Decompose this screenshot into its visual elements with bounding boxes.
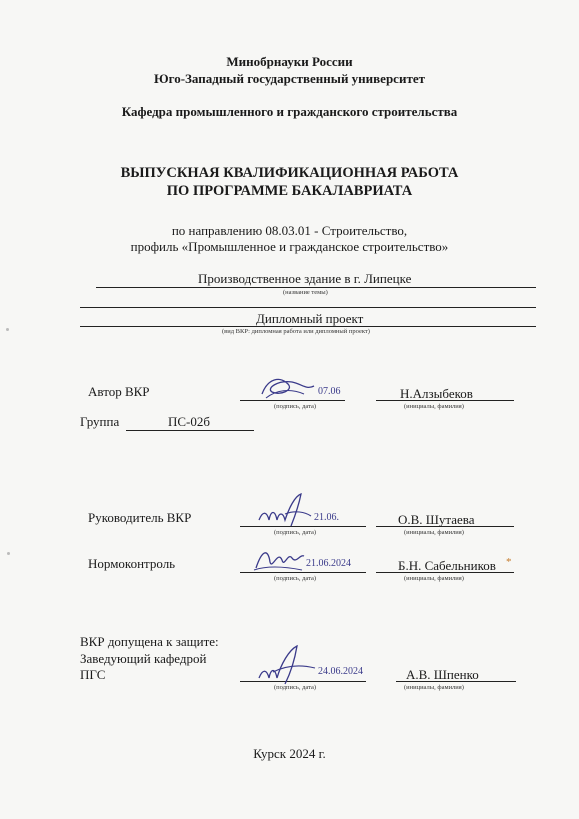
work-type-value: Дипломный проект [256,311,364,326]
work-type-caption: (вид ВКР: дипломная работа или дипломный проект) [222,328,370,335]
supervisor-name-caption: (инициалы, фамилия) [404,529,464,536]
normcontrol-sign-caption: (подпись, дата) [274,575,317,582]
document-title-line2: ПО ПРОГРАММЕ БАКАЛАВРИАТА [166,183,413,199]
author-name-caption: (инициалы, фамилия) [404,403,464,410]
admission-label: ВКР допущена к защите: [80,634,219,649]
group-value: ПС-02б [168,414,211,429]
group-label: Группа [80,414,120,429]
author-sign-date: 07.06 [318,386,341,397]
normcontrol-label: Нормоконтроль [88,556,176,571]
topic-value: Производственное здание в г. Липецке [198,271,412,286]
normcontrol-name-caption: (инициалы, фамилия) [404,575,464,582]
normcontrol-sign-date: 21.06.2024 [306,558,351,569]
head-of-department-label: Заведующий кафедрой [80,651,207,666]
university-name: Юго-Западный государственный университет [154,71,425,86]
supervisor-signature [255,490,315,530]
supervisor-sign-date: 21.06. [314,512,339,523]
scan-speck [7,552,10,555]
admission-sign-caption: (подпись, дата) [274,684,317,691]
normcontrol-signature [252,540,308,576]
document-title-line1: ВЫПУСКНАЯ КВАЛИФИКАЦИОННАЯ РАБОТА [120,165,459,181]
admission-sign-date: 24.06.2024 [318,666,363,677]
department-abbr: ПГС [80,667,106,682]
ministry-name: Минобрнауки России [226,54,353,69]
author-label: Автор ВКР [88,384,150,399]
direction-line1: по направлению 08.03.01 - Строительство, [171,223,408,238]
author-sign-caption: (подпись, дата) [274,403,317,410]
group-underline [126,430,254,431]
normcontrol-name: Б.Н. Сабельников [398,558,496,573]
city-year: Курск 2024 г. [253,746,326,761]
department-name: Кафедра промышленного и гражданского строительства [121,104,458,119]
admission-name-caption: (инициалы, фамилия) [404,684,464,691]
author-name: Н.Алзыбеков [400,386,473,401]
head-of-department-name: А.В. Шпенко [406,667,479,682]
topic-caption: (название темы) [283,289,328,296]
supervisor-label: Руководитель ВКР [88,510,192,525]
scan-speck [6,328,9,331]
normcontrol-star-mark: * [506,556,512,568]
direction-profile: профиль «Промышленное и гражданское строительство» [130,239,449,254]
topic-underline [96,287,536,288]
admission-signature [255,642,319,688]
supervisor-name: О.В. Шутаева [398,512,475,527]
topic-second-underline [80,307,536,308]
supervisor-sign-caption: (подпись, дата) [274,529,317,536]
author-signature [258,372,318,402]
